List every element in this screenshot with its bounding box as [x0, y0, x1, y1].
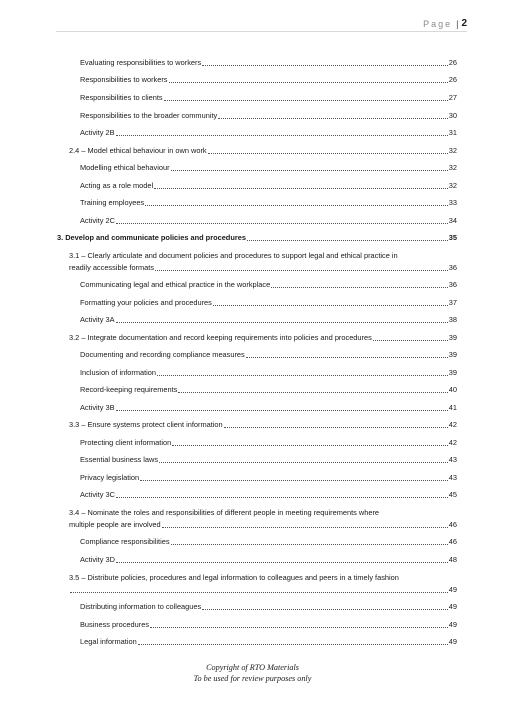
toc-subsection-link[interactable] — [69, 572, 457, 596]
toc-entry-title: 3.2 – Integrate documentation and record keeping requirements into policies and procedures — [69, 333, 372, 342]
toc-entry-title: Activity 3D — [80, 555, 115, 564]
toc-page-number: 37 — [448, 298, 457, 307]
toc-page-number: 35 — [448, 233, 457, 242]
toc-entry-title: Activity 2C — [80, 216, 115, 225]
toc-page-number: 49 — [448, 585, 457, 594]
toc-entry-line1 — [69, 250, 457, 262]
dot-leader — [169, 81, 448, 83]
toc-subsection-link[interactable] — [69, 507, 457, 531]
toc-page-number: 32 — [448, 146, 457, 155]
toc-entry-title: 3.3 – Ensure systems protect client information — [69, 420, 223, 429]
toc-entry-title: Compliance responsibilities — [80, 537, 170, 546]
toc-entry-title: 3.5 – Distribute policies, procedures and legal information to colleagues and peers in a timely fashion — [69, 573, 399, 582]
toc-page-number: 27 — [448, 93, 457, 102]
toc-topic-link[interactable] — [80, 554, 457, 566]
toc-entry-line2 — [69, 262, 457, 274]
toc-entry-title: Protecting client information — [80, 438, 172, 447]
dot-leader — [157, 374, 448, 376]
toc-entry-title: Training employees — [80, 198, 145, 207]
toc-page-number: 26 — [448, 75, 457, 84]
toc-entry-title: 2.4 – Model ethical behaviour in own work — [69, 146, 207, 155]
toc-topic-link[interactable] — [80, 197, 457, 209]
toc-topic-link[interactable] — [80, 472, 457, 484]
review-notice-line: To be used for review purposes only — [193, 674, 312, 683]
toc-entry-title: Business procedures — [80, 620, 150, 629]
toc-entry-title: Activity 3B — [80, 403, 115, 412]
toc-topic-link[interactable] — [80, 162, 457, 174]
toc-page-number: 49 — [448, 637, 457, 646]
toc-subsection-link[interactable] — [69, 419, 457, 431]
toc-entry-title: Distributing information to colleagues — [80, 602, 202, 611]
dot-leader — [116, 561, 448, 563]
dot-leader — [202, 608, 448, 610]
toc-topic-link[interactable] — [80, 314, 457, 326]
dot-leader — [154, 187, 448, 189]
toc-page-number: 43 — [448, 473, 457, 482]
toc-page-number: 39 — [448, 333, 457, 342]
dot-leader — [116, 409, 448, 411]
toc-topic-link[interactable] — [80, 297, 457, 309]
toc-topic-link[interactable] — [80, 279, 457, 291]
dot-leader — [145, 204, 448, 206]
dot-leader — [208, 152, 448, 154]
dot-leader — [150, 626, 448, 628]
toc-entry-title-continued: multiple people are involved — [69, 520, 161, 529]
toc-page-number: 46 — [448, 520, 457, 529]
dot-leader — [213, 304, 448, 306]
toc-page-number: 32 — [448, 181, 457, 190]
header-rule — [56, 31, 467, 32]
toc-page-number: 31 — [448, 128, 457, 137]
toc-topic-link[interactable] — [80, 57, 457, 69]
toc-entry-title: 3.1 – Clearly articulate and document policies and procedures to support legal and ethical practice in — [69, 251, 398, 260]
toc-page-number: 49 — [448, 602, 457, 611]
toc-topic-link[interactable] — [80, 215, 457, 227]
toc-topic-link[interactable] — [80, 402, 457, 414]
toc-topic-link[interactable] — [80, 636, 457, 648]
toc-entry-line1 — [69, 572, 457, 584]
toc-page-number: 34 — [448, 216, 457, 225]
dot-leader — [140, 479, 448, 481]
toc-page-number: 42 — [448, 420, 457, 429]
dot-leader — [218, 117, 448, 119]
toc-entry-title: Modelling ethical behaviour — [80, 163, 170, 172]
dot-leader — [164, 99, 448, 101]
toc-page-number: 40 — [448, 385, 457, 394]
page-number: 2 — [461, 18, 467, 29]
toc-page-number: 45 — [448, 490, 457, 499]
toc-entry-title: Inclusion of information — [80, 368, 156, 377]
toc-entry-title: Activity 3C — [80, 490, 115, 499]
toc-subsection-link[interactable] — [69, 250, 457, 274]
toc-entry-title: Responsibilities to clients — [80, 93, 163, 102]
toc-entry-title-continued: readily accessible formats — [69, 263, 155, 272]
dot-leader — [155, 269, 448, 271]
dot-leader — [172, 444, 448, 446]
toc-entry-title: Activity 3A — [80, 315, 115, 324]
header-separator: | — [456, 18, 459, 29]
toc-entry-title: Acting as a role model — [80, 181, 154, 190]
dot-leader — [373, 339, 448, 341]
toc-topic-link[interactable] — [80, 619, 457, 631]
toc-entry-title: Activity 2B — [80, 128, 115, 137]
dot-leader — [159, 461, 448, 463]
toc-section-heading[interactable] — [57, 232, 457, 244]
toc-page-number: 30 — [448, 111, 457, 120]
dot-leader — [116, 134, 448, 136]
toc-topic-link[interactable] — [80, 454, 457, 466]
toc-entry-line1 — [69, 507, 457, 519]
toc-topic-link[interactable] — [80, 180, 457, 192]
toc-topic-link[interactable] — [80, 74, 457, 86]
dot-leader — [171, 543, 448, 545]
toc-page-number: 32 — [448, 163, 457, 172]
toc-entry-title: Communicating legal and ethical practice in the workplace — [80, 280, 271, 289]
dot-leader — [116, 222, 448, 224]
page-label: Page — [423, 18, 453, 29]
dot-leader — [70, 591, 448, 593]
page-header — [423, 18, 467, 29]
toc-entry-line2 — [69, 519, 457, 531]
toc-entry-title: 3. Develop and communicate policies and procedures — [57, 233, 246, 242]
toc-page-number: 41 — [448, 403, 457, 412]
dot-leader — [162, 526, 448, 528]
toc-page-number: 49 — [448, 620, 457, 629]
toc-page-number: 48 — [448, 555, 457, 564]
toc-topic-link[interactable] — [80, 92, 457, 104]
dot-leader — [116, 496, 448, 498]
toc-topic-link[interactable] — [80, 601, 457, 613]
toc-page-number: 26 — [448, 58, 457, 67]
dot-leader — [224, 426, 448, 428]
dot-leader — [138, 643, 448, 645]
dot-leader — [171, 169, 448, 171]
toc-page-number: 36 — [448, 263, 457, 272]
toc-topic-link[interactable] — [80, 384, 457, 396]
footer — [0, 662, 505, 684]
toc-topic-link[interactable] — [80, 437, 457, 449]
toc-topic-link[interactable] — [80, 127, 457, 139]
toc-entry-title: Responsibilities to workers — [80, 75, 168, 84]
dot-leader — [116, 321, 448, 323]
dot-leader — [202, 64, 448, 66]
toc-entry-title: Privacy legislation — [80, 473, 140, 482]
dot-leader — [247, 239, 448, 241]
toc-page-number: 36 — [448, 280, 457, 289]
toc-entry-title: Evaluating responsibilities to workers — [80, 58, 202, 67]
toc-entry-line2 — [69, 584, 457, 596]
toc-entry-title: 3.4 – Nominate the roles and responsibilities of different people in meeting requirements where — [69, 508, 380, 517]
toc-topic-link[interactable] — [80, 110, 457, 122]
dot-leader — [271, 286, 448, 288]
toc-topic-link[interactable] — [80, 489, 457, 501]
toc-page-number: 38 — [448, 315, 457, 324]
dot-leader — [246, 356, 448, 358]
toc-page-number: 42 — [448, 438, 457, 447]
toc-topic-link[interactable] — [80, 536, 457, 548]
toc-entry-title: Legal information — [80, 637, 137, 646]
dot-leader — [178, 391, 447, 393]
toc-entry-title: Responsibilities to the broader community — [80, 111, 218, 120]
toc-entry-title: Formatting your policies and procedures — [80, 298, 212, 307]
toc-subsection-link[interactable] — [69, 332, 457, 344]
toc-entry-title: Record-keeping requirements — [80, 385, 178, 394]
toc-subsection-link[interactable] — [69, 145, 457, 157]
toc-topic-link[interactable] — [80, 349, 457, 361]
copyright-line: Copyright of RTO Materials — [206, 663, 299, 672]
toc-page-number: 46 — [448, 537, 457, 546]
toc-page-number: 43 — [448, 455, 457, 464]
toc-entry-title: Documenting and recording compliance measures — [80, 350, 245, 359]
toc-page-number: 39 — [448, 350, 457, 359]
toc-page-number: 33 — [448, 198, 457, 207]
toc-page-number: 39 — [448, 368, 457, 377]
toc-topic-link[interactable] — [80, 367, 457, 379]
toc-entry-title: Essential business laws — [80, 455, 159, 464]
